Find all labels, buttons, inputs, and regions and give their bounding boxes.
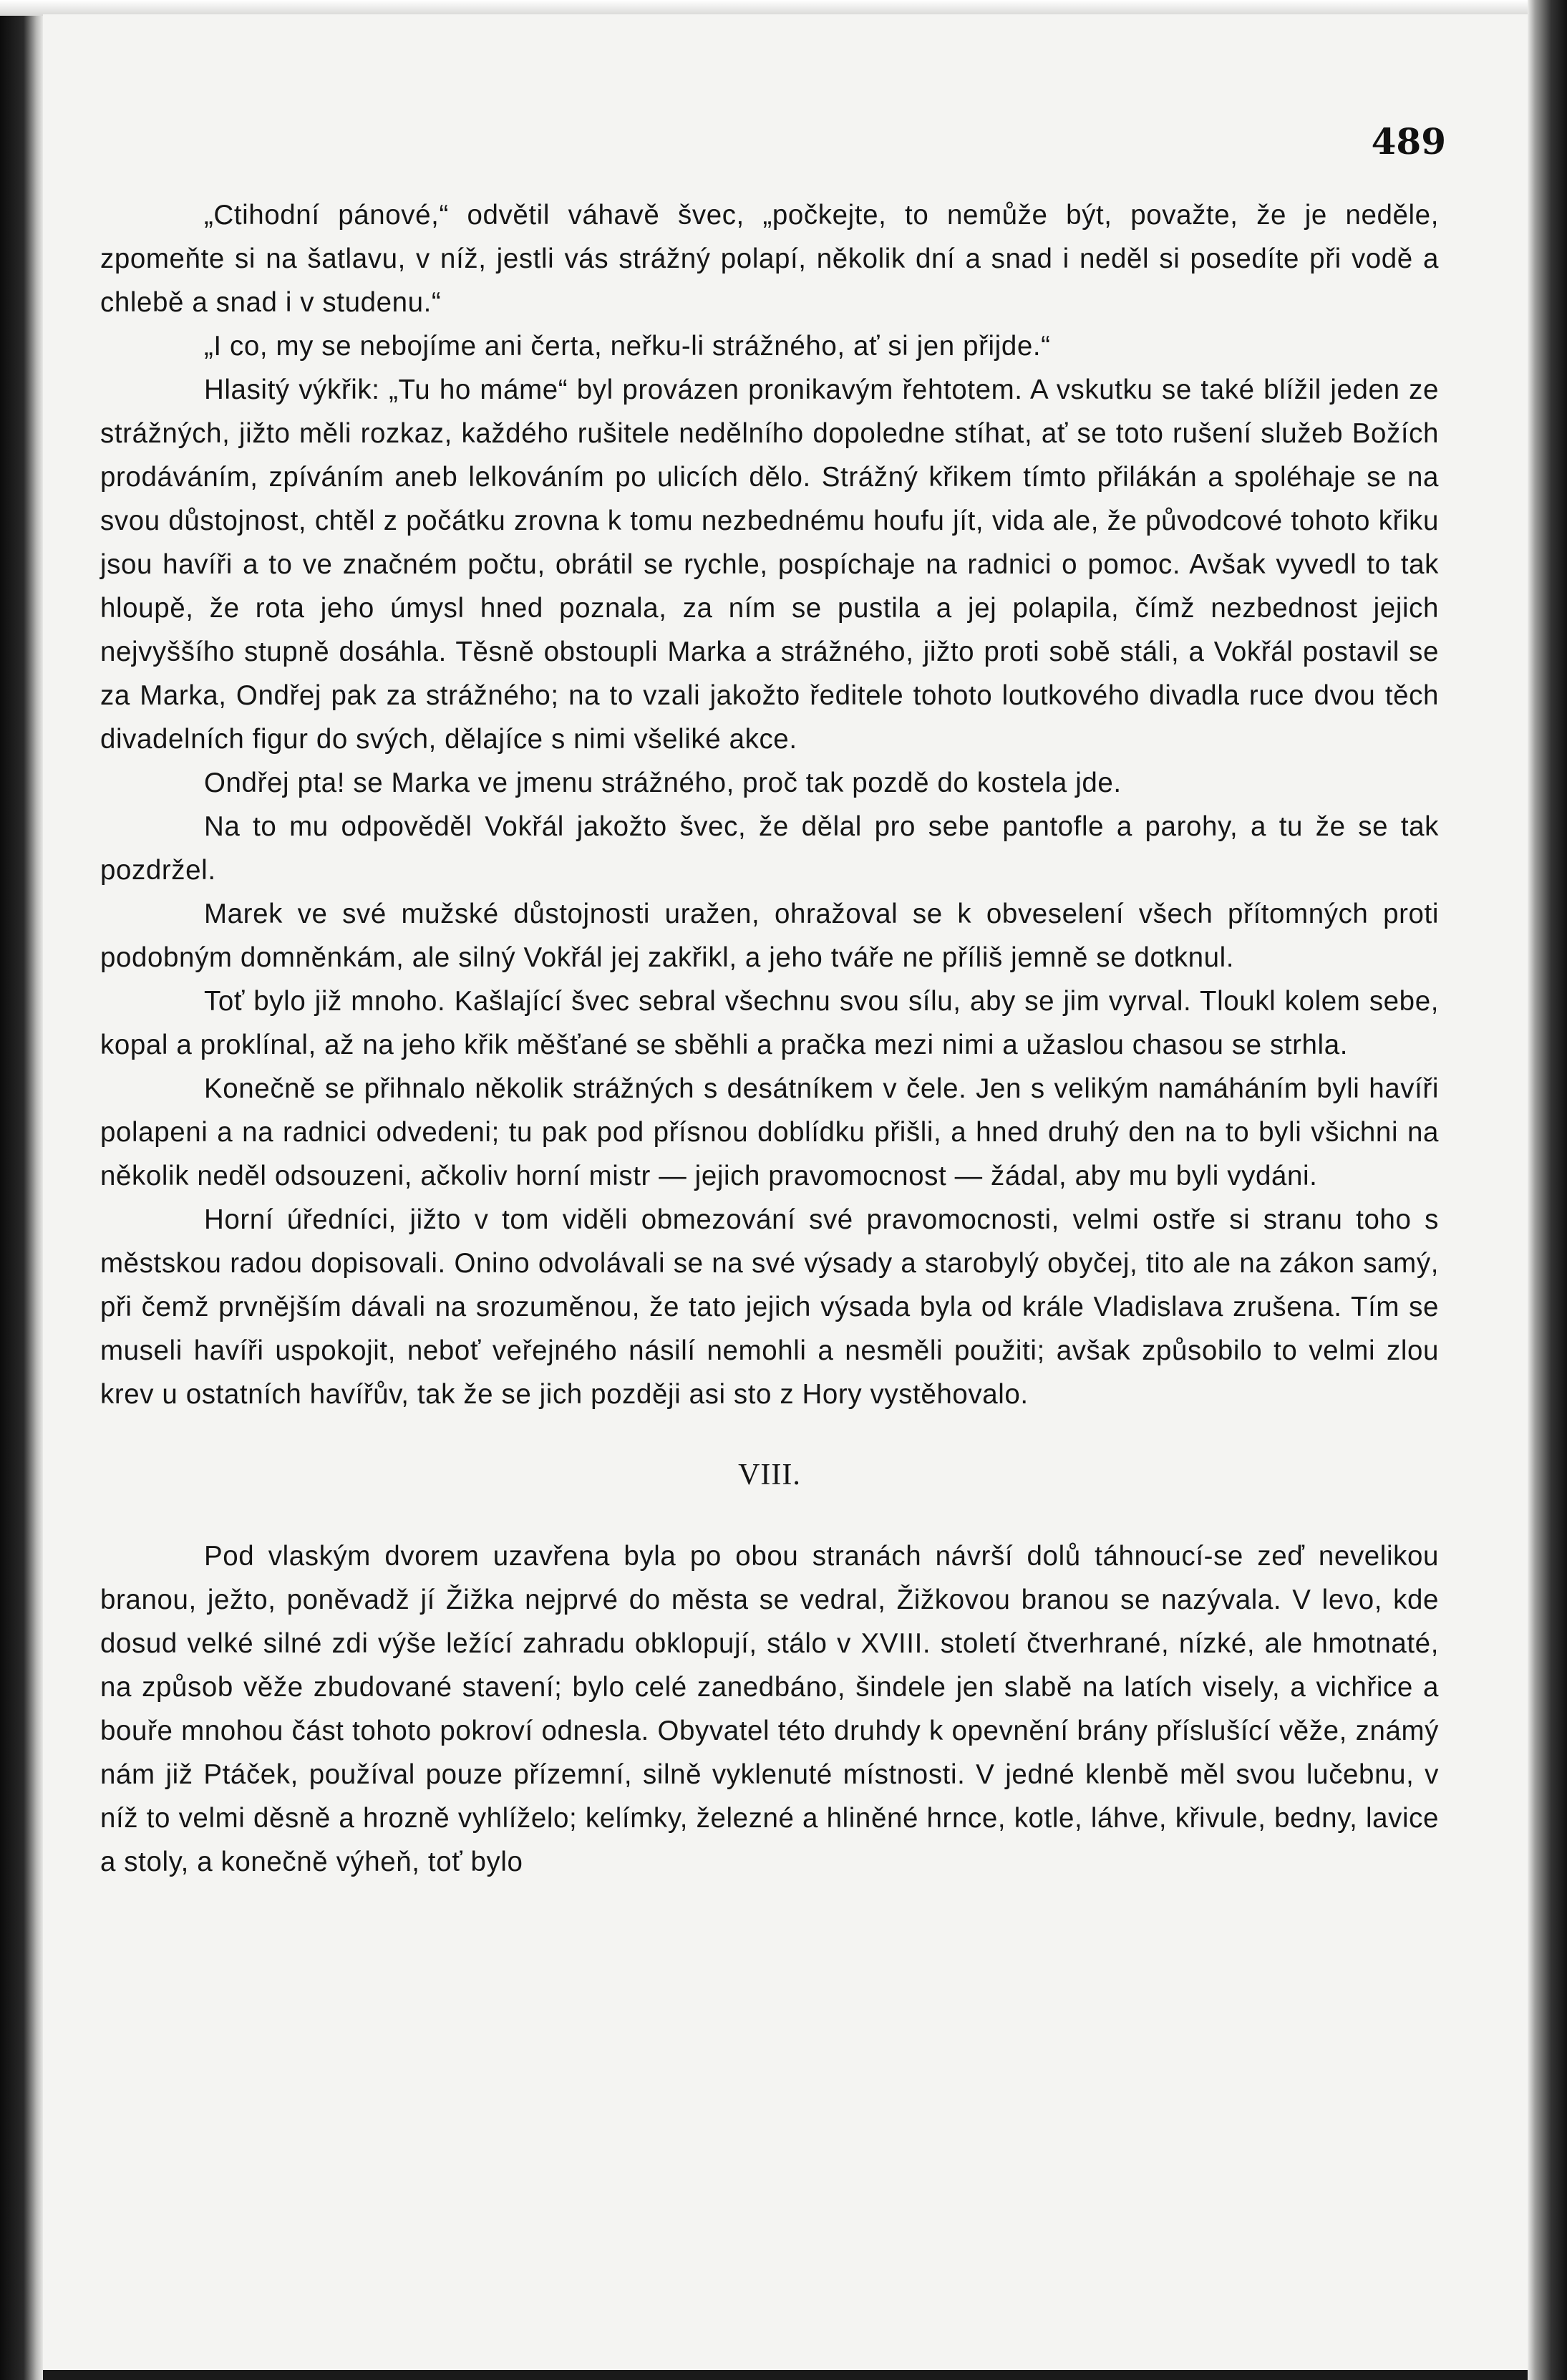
scan-left-edge	[0, 0, 43, 2380]
paragraph: Hlasitý výkřik: „Tu ho máme“ byl provázen pronikavým řehtotem. A vskutku se také blížil jeden ze strážných, jižto měli rozkaz, každého rušitele nedělního dopoledne stíhat, ať se toto rušení služeb Božích prodáváním, zpíváním aneb lelkováním po ulicích dělo. Strážný křikem tímto přilákán a spoléhaje se na svou důstojnost, chtěl z počátku zrovna k tomu nezbednému houfu jít, vida ale, že původcové tohoto křiku jsou havíři a to ve značném počtu, obrátil se rychle, pospíchaje na radnici o pomoc. Avšak vyvedl to tak hloupě, že rota jeho úmysl hned poznala, za ním se pustila a jej polapila, čímž nezbednost jejich nejvyššího stupně dosáhla. Těsně obstoupli Marka a strážného, jižto proti sobě stáli, a Vokřál postavil se za Marka, Ondřej pak za strážného; na to vzali jakožto ředitele tohoto loutkového divadla ruce dvou těch divadelních figur do svých, dělajíce s nimi všeliké akce.	[100, 374, 1439, 755]
body-text	[100, 193, 1439, 1884]
paragraph: Na to mu odpověděl Vokřál jakožto švec, že dělal pro sebe pantofle a parohy, a tu že se tak pozdržel.	[100, 811, 1439, 886]
paragraph: Horní úředníci, jižto v tom viděli obmezování své pravomocnosti, velmi ostře si stranu toho s městskou radou dopisovali. Onino odvolávali se na své výsady a starobylý obyčej, tito ale na zákon samý, při čemž prvnějším dávali na srozuměnou, že tato jejich výsada byla od krále Vladislava zrušena. Tím se museli havíři uspokojit, neboť veřejného násilí nemohli a nesměli použiti; avšak způsobilo to velmi zlou krev u ostatních havířův, tak že se jich později asi sto z Hory vystěhovalo.	[100, 1204, 1439, 1410]
paragraph: „Ctihodní pánové,“ odvětil váhavě švec, „počkejte, to nemůže být, považte, že je neděle, zpomeňte si na šatlavu, v níž, jestli vás strážný polapí, několik dní a snad i neděl si posedíte při vodě a chlebě a snad i v studenu.“	[100, 200, 1439, 318]
paragraph: Pod vlaským dvorem uzavřena byla po obou stranách návrší dolů táhnoucí-se zeď nevelikou branou, ježto, poněvadž jí Žižka nejprvé do města se vedral, Žižkovou branou se nazývala. V levo, kde dosud velké silné zdi výše ležící zahradu obklopují, stálo v XVIII. století čtverhrané, nízké, ale hmotnaté, na způsob věže zbudované stavení; bylo celé zanedbáno, šindele jen slabě na latích visely, a vichřice a bouře mnohou část tohoto pokroví odnesla. Obyvatel této druhdy k opevnění brány příslušící věže, známý nám již Ptáček, používal pouze přízemní, silně vyklenuté místnosti. V jedné klenbě měl svou lučebnu, v níž to velmi děsně a hrozně vyhlíželo; kelímky, železné a hliněné hrnce, kotle, láhve, křivule, bedny, lavice a stoly, a konečně výheň, toť bylo	[100, 1541, 1439, 1877]
page-number: 489	[1371, 120, 1446, 163]
scan-top-edge	[0, 0, 1567, 16]
chapter-heading: VIII.	[738, 1459, 801, 1491]
scan-right-edge	[1528, 0, 1567, 2380]
paragraph: Konečně se přihnalo několik strážných s desátníkem v čele. Jen s velikým namáháním byli havíři polapeni a na radnici odvedeni; tu pak pod přísnou doblídku přišli, a hned druhý den na to byli všichni na několik neděl odsouzeni, ačkoliv horní mistr — jejich pravomocnost — žádal, aby mu byli vydáni.	[100, 1073, 1439, 1191]
book-page	[43, 14, 1539, 2370]
paragraph: Ondřej pta! se Marka ve jmenu strážného, proč tak pozdě do kostela jde.	[204, 768, 1122, 798]
paragraph: Marek ve své mužské důstojnosti uražen, ohražoval se k obveselení všech přítomných proti podobným domněnkám, ale silný Vokřál jej zakřikl, a jeho tváře ne příliš jemně se dotknul.	[100, 899, 1439, 973]
paragraph: „I co, my se nebojíme ani čerta, neřku-li strážného, ať si jen přijde.“	[204, 331, 1051, 362]
paragraph: Toť bylo již mnoho. Kašlající švec sebral všechnu svou sílu, aby se jim vyrval. Tloukl kolem sebe, kopal a proklínal, až na jeho křik měšťané se sběhli a pračka mezi nimi a užaslou chasou se strhla.	[100, 986, 1439, 1060]
